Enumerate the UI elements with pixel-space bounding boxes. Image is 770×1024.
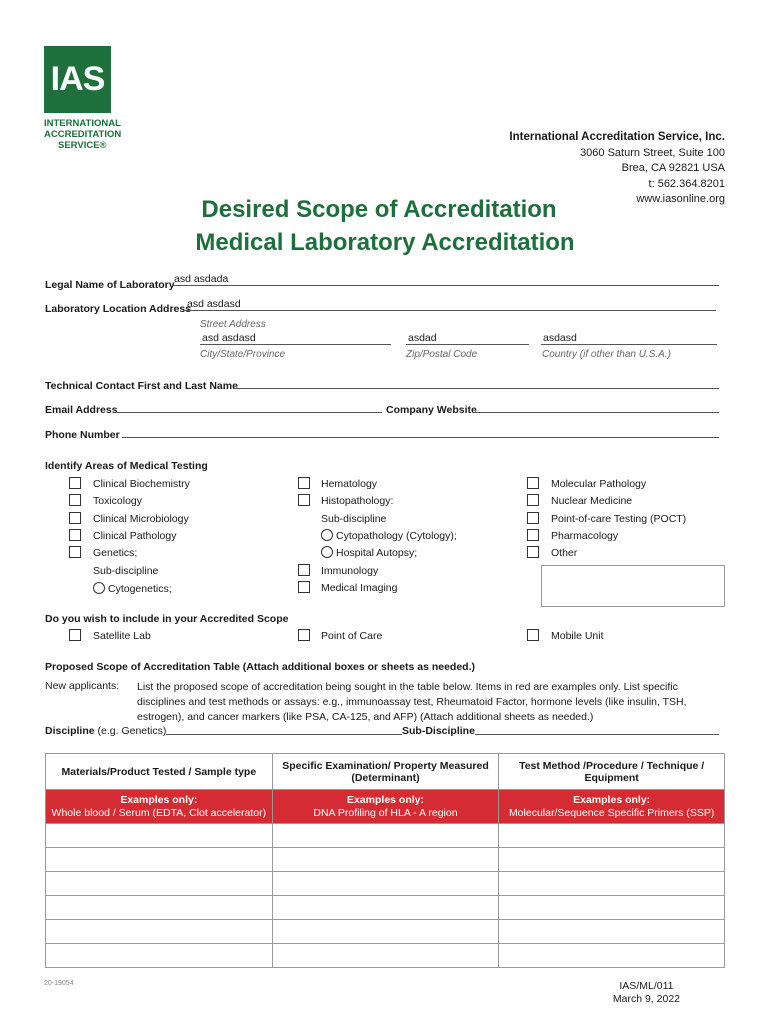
street-caption: Street Address <box>200 319 266 330</box>
table-cell[interactable] <box>499 872 725 896</box>
option-label: Molecular Pathology <box>551 478 647 490</box>
logo-wordmark: INTERNATIONAL ACCREDITATION SERVICE® <box>44 118 122 151</box>
include-heading: Do you wish to include in your Accredited Scope <box>45 613 289 625</box>
checkbox-medical-imaging[interactable] <box>298 581 310 593</box>
page-title: Desired Scope of Accreditation Medical Laboratory Accreditation <box>195 196 575 256</box>
ias-logo: IAS <box>44 46 111 113</box>
city-caption: City/State/Province <box>200 349 286 360</box>
table-header: Test Method /Procedure / Technique / Equipment <box>499 754 725 790</box>
legal-name-field[interactable]: asd asdada <box>172 274 719 286</box>
phone-field[interactable] <box>122 426 719 438</box>
radio-icon <box>93 582 105 594</box>
checkbox-immunology[interactable] <box>298 564 310 576</box>
zip-field[interactable]: asdad <box>406 333 529 345</box>
table-cell[interactable] <box>272 920 499 944</box>
option-label: Toxicology <box>93 495 143 507</box>
org-address: International Accreditation Service, Inc. 3060 Saturn Street, Suite 100 Brea, CA 92821 USA t: 562.364.8201 www.iasonline.org <box>509 130 725 208</box>
option-label: Histopathology: <box>321 495 394 507</box>
contact-field[interactable] <box>233 377 719 389</box>
option-label: Medical Imaging <box>321 582 398 594</box>
subdiscipline-field[interactable] <box>475 723 719 735</box>
checkbox-poct[interactable] <box>527 512 539 524</box>
location-label: Laboratory Location Address <box>45 303 192 315</box>
checkbox-satellite-lab[interactable] <box>69 629 81 641</box>
example-row: Examples only: Whole blood / Serum (EDTA, Clot accelerator) Examples only: DNA Profiling of HLA - A region Examples only: Molecular/Sequence Specific Primers (SSP) <box>46 790 725 824</box>
subdiscipline-label: Sub-discipline <box>93 565 159 577</box>
option-label: Other <box>551 547 578 559</box>
checkbox-pharmacology[interactable] <box>527 529 539 541</box>
table-cell[interactable] <box>499 896 725 920</box>
checkbox-clinical-pathology[interactable] <box>69 529 81 541</box>
legal-name-label: Legal Name of Laboratory <box>45 279 175 291</box>
table-header: Materials/Product Tested / Sample type <box>46 754 273 790</box>
option-label: Clinical Pathology <box>93 530 177 542</box>
subdiscipline-label: Sub-discipline <box>321 513 387 525</box>
table-row <box>46 896 725 920</box>
email-field[interactable] <box>117 401 382 413</box>
checkbox-nuclear-medicine[interactable] <box>527 494 539 506</box>
proposed-heading: Proposed Scope of Accreditation Table (Attach additional boxes or sheets as needed.) <box>45 661 476 673</box>
option-label: Mobile Unit <box>551 630 604 642</box>
country-field[interactable]: asdasd <box>541 333 717 345</box>
radio-icon <box>321 546 333 558</box>
checkbox-mobile-unit[interactable] <box>527 629 539 641</box>
option-label: Immunology <box>321 565 379 577</box>
option-label: Pharmacology <box>551 530 619 542</box>
testing-heading: Identify Areas of Medical Testing <box>45 460 208 472</box>
table-row <box>46 848 725 872</box>
table-cell[interactable] <box>499 920 725 944</box>
checkbox-toxicology[interactable] <box>69 494 81 506</box>
checkbox-clinical-biochemistry[interactable] <box>69 477 81 489</box>
footer-code: 20-19054 <box>44 980 74 987</box>
checkbox-histopathology[interactable] <box>298 494 310 506</box>
new-applicants-label: New applicants: <box>45 680 120 692</box>
option-label: Hematology <box>321 478 378 490</box>
discipline-label-group: Discipline (e.g. Genetics) <box>45 725 167 737</box>
table-header: Specific Examination/ Property Measured (Determinant) <box>272 754 499 790</box>
scope-table <box>45 753 725 968</box>
table-cell[interactable] <box>499 824 725 848</box>
discipline-field[interactable] <box>166 723 402 735</box>
option-label: Point of Care <box>321 630 383 642</box>
radio-icon <box>321 529 333 541</box>
phone-label: Phone Number <box>45 429 120 441</box>
checkbox-genetics[interactable] <box>69 546 81 558</box>
option-label: Clinical Microbiology <box>93 513 189 525</box>
table-cell[interactable] <box>46 896 273 920</box>
checkbox-other[interactable] <box>527 546 539 558</box>
table-cell[interactable] <box>46 944 273 968</box>
country-caption: Country (if other than U.S.A.) <box>542 349 671 360</box>
table-cell[interactable] <box>272 872 499 896</box>
table-cell[interactable] <box>46 872 273 896</box>
email-label: Email Address <box>45 404 118 416</box>
street-address-field[interactable]: asd asdasd <box>185 299 716 311</box>
city-field[interactable]: asd asdasd <box>200 333 391 345</box>
radio-hospital-autopsy[interactable]: Hospital Autopsy; <box>321 546 417 559</box>
table-cell[interactable] <box>499 848 725 872</box>
table-cell[interactable] <box>46 824 273 848</box>
website-link[interactable]: www.iasonline.org <box>636 193 725 205</box>
subdiscipline-label: Sub-Discipline <box>402 725 475 737</box>
table-row <box>46 872 725 896</box>
radio-cytogenetics[interactable]: Cytogenetics; <box>93 582 172 595</box>
table-cell[interactable] <box>272 896 499 920</box>
table-cell[interactable] <box>272 848 499 872</box>
other-textbox[interactable] <box>541 565 725 607</box>
instructions-text: List the proposed scope of accreditation being sought in the table below. Items in red are examples only. List specific disciplines and test methods or assays: e.g., immunoassay test, Rheumatoid Factor, hormone levels (like insulin, TSH, estrogen), and cancer markers (like PSA, CA-125, and AFP) (Attach additional sheets as needed.) <box>137 681 687 723</box>
table-cell[interactable] <box>46 920 273 944</box>
table-row <box>46 920 725 944</box>
footer-doc-info: IAS/ML/011 March 9, 2022 <box>612 980 680 1005</box>
option-label: Point-of-care Testing (POCT) <box>551 513 687 525</box>
table-cell[interactable] <box>272 944 499 968</box>
zip-caption: Zip/Postal Code <box>406 349 478 360</box>
contact-label: Technical Contact First and Last Name <box>45 380 238 392</box>
table-cell[interactable] <box>272 824 499 848</box>
option-label: Genetics; <box>93 547 138 559</box>
website-label: Company Website <box>386 404 477 416</box>
checkbox-hematology[interactable] <box>298 477 310 489</box>
table-cell[interactable] <box>499 944 725 968</box>
checkbox-clinical-microbiology[interactable] <box>69 512 81 524</box>
radio-cytopathology[interactable]: Cytopathology (Cytology); <box>321 529 457 542</box>
table-row <box>46 824 725 848</box>
option-label: Nuclear Medicine <box>551 495 633 507</box>
checkbox-molecular-pathology[interactable] <box>527 477 539 489</box>
option-label: Satellite Lab <box>93 630 151 642</box>
website-field[interactable] <box>474 401 719 413</box>
checkbox-point-of-care[interactable] <box>298 629 310 641</box>
option-label: Clinical Biochemistry <box>93 478 190 490</box>
table-cell[interactable] <box>46 848 273 872</box>
table-row <box>46 944 725 968</box>
